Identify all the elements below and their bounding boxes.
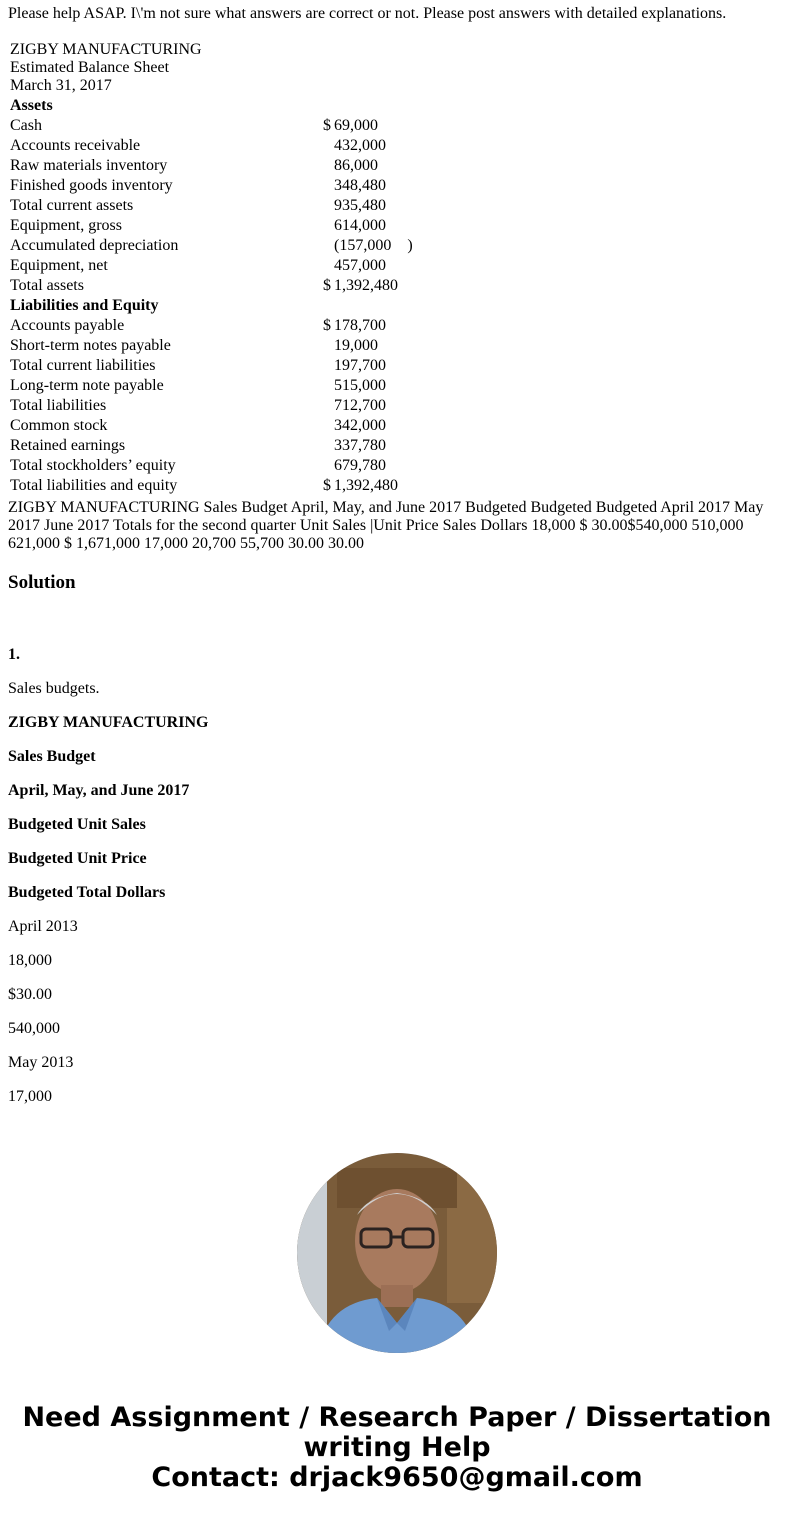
may-units: 17,000: [8, 1088, 52, 1105]
balance-sheet-row-label: Raw materials inventory: [10, 157, 168, 174]
balance-sheet-row-label: Equipment, gross: [10, 217, 122, 234]
balance-sheet-row-dollar: $: [323, 317, 331, 334]
balance-sheet-title: Estimated Balance Sheet: [10, 59, 170, 76]
balance-sheet-row: [10, 276, 430, 296]
balance-sheet-row-amount: 712,700: [334, 397, 386, 414]
balance-sheet-row-amount: 337,780: [334, 437, 386, 454]
solution-period: April, May, and June 2017: [8, 782, 190, 799]
balance-sheet-row-label: Equipment, net: [10, 257, 108, 274]
balance-sheet-row: [10, 336, 430, 356]
balance-sheet-row-amount: 348,480: [334, 177, 386, 194]
balance-sheet-row: [10, 196, 430, 216]
balance-sheet-row-amount: 178,700: [334, 317, 386, 334]
solution-company: ZIGBY MANUFACTURING: [8, 714, 209, 731]
sales-budget-text: ZIGBY MANUFACTURING Sales Budget April, May, and June 2017 Budgeted Budgeted Budgeted April 2017 May 2017 June 2017 Totals for the second quarter Unit Sales |Unit Price Sales Dollars 18,000 $ 30.00$540,000 510,000 621,000 $ 1,671,000 17,000 20,700 55,700 30.00 30.00: [8, 499, 764, 552]
balance-sheet-row-label: Total liabilities: [10, 397, 107, 414]
solution-title: Sales Budget: [8, 748, 96, 765]
balance-sheet-row-label: Cash: [10, 117, 42, 134]
balance-sheet-row: [10, 216, 430, 236]
balance-sheet-row-amount: 614,000: [334, 217, 386, 234]
balance-sheet-rows: [10, 96, 430, 496]
april-price: $30.00: [8, 986, 52, 1003]
april-total: 540,000: [8, 1020, 60, 1037]
solution-heading: Solution: [8, 572, 76, 593]
balance-sheet-row-label: Common stock: [10, 417, 108, 434]
balance-sheet-row-amount: 19,000: [334, 337, 378, 354]
balance-sheet-row-label: Finished goods inventory: [10, 177, 173, 194]
balance-sheet: [10, 41, 430, 496]
balance-sheet-row-label: Liabilities and Equity: [10, 297, 159, 314]
balance-sheet-row-amount: 1,392,480: [334, 477, 398, 494]
balance-sheet-row: [10, 96, 430, 116]
solution-number: 1.: [8, 646, 20, 663]
balance-sheet-row: [10, 436, 430, 456]
balance-sheet-row-label: Assets: [10, 97, 53, 114]
balance-sheet-row-amount: 1,392,480: [334, 277, 398, 294]
balance-sheet-row-amount: 457,000: [334, 257, 386, 274]
author-avatar: [297, 1153, 497, 1353]
balance-sheet-row-amount: 86,000: [334, 157, 378, 174]
balance-sheet-row-dollar: $: [323, 477, 331, 494]
april-label: April 2013: [8, 918, 78, 935]
balance-sheet-row-label: Total current assets: [10, 197, 134, 214]
balance-sheet-row: [10, 136, 430, 156]
balance-sheet-row-label: Total assets: [10, 277, 84, 294]
balance-sheet-row: [10, 316, 430, 336]
balance-sheet-row: [10, 456, 430, 476]
solution-intro: Sales budgets.: [8, 680, 100, 697]
balance-sheet-row: [10, 176, 430, 196]
balance-sheet-row-label: Total current liabilities: [10, 357, 156, 374]
balance-sheet-row-label: Retained earnings: [10, 437, 126, 454]
balance-sheet-row: [10, 236, 430, 256]
balance-sheet-row: [10, 476, 430, 496]
balance-sheet-row: [10, 256, 430, 276]
balance-sheet-row-amount: 197,700: [334, 357, 386, 374]
balance-sheet-row-label: Accounts receivable: [10, 137, 141, 154]
balance-sheet-row: [10, 416, 430, 436]
balance-sheet-row-amount: 935,480: [334, 197, 386, 214]
balance-sheet-row-amount: (157,000 ): [334, 237, 413, 254]
april-units: 18,000: [8, 952, 52, 969]
balance-sheet-row-label: Short-term notes payable: [10, 337, 171, 354]
balance-sheet-row: [10, 356, 430, 376]
column-total-dollars: Budgeted Total Dollars: [8, 884, 166, 901]
balance-sheet-row-label: Total liabilities and equity: [10, 477, 178, 494]
balance-sheet-row-amount: 515,000: [334, 377, 386, 394]
footer-ad: [0, 1403, 794, 1493]
footer-line-1: Need Assignment / Research Paper / Dissertation: [22, 1402, 772, 1433]
balance-sheet-row-label: Accounts payable: [10, 317, 125, 334]
balance-sheet-company: ZIGBY MANUFACTURING: [10, 41, 202, 58]
balance-sheet-row-amount: 432,000: [334, 137, 386, 154]
footer-line-2: writing Help: [303, 1432, 491, 1463]
balance-sheet-row-dollar: $: [323, 117, 331, 134]
balance-sheet-row: [10, 116, 430, 136]
author-portrait-icon: [297, 1153, 497, 1353]
balance-sheet-date: March 31, 2017: [10, 77, 112, 94]
footer-contact: Contact: drjack9650@gmail.com: [151, 1462, 643, 1493]
balance-sheet-row-dollar: $: [323, 277, 331, 294]
balance-sheet-row-amount: 679,780: [334, 457, 386, 474]
may-label: May 2013: [8, 1054, 74, 1071]
balance-sheet-row: [10, 156, 430, 176]
balance-sheet-row: [10, 296, 430, 316]
column-unit-sales: Budgeted Unit Sales: [8, 816, 146, 833]
balance-sheet-row-amount: 342,000: [334, 417, 386, 434]
balance-sheet-row-label: Long-term note payable: [10, 377, 164, 394]
balance-sheet-row: [10, 376, 430, 396]
balance-sheet-row-label: Total stockholders’ equity: [10, 457, 176, 474]
column-unit-price: Budgeted Unit Price: [8, 850, 147, 867]
question-text: Please help ASAP. I\'m not sure what answers are correct or not. Please post answers with detailed explanations.: [8, 5, 727, 22]
balance-sheet-row-label: Accumulated depreciation: [10, 237, 179, 254]
balance-sheet-row: [10, 396, 430, 416]
balance-sheet-row-amount: 69,000: [334, 117, 378, 134]
